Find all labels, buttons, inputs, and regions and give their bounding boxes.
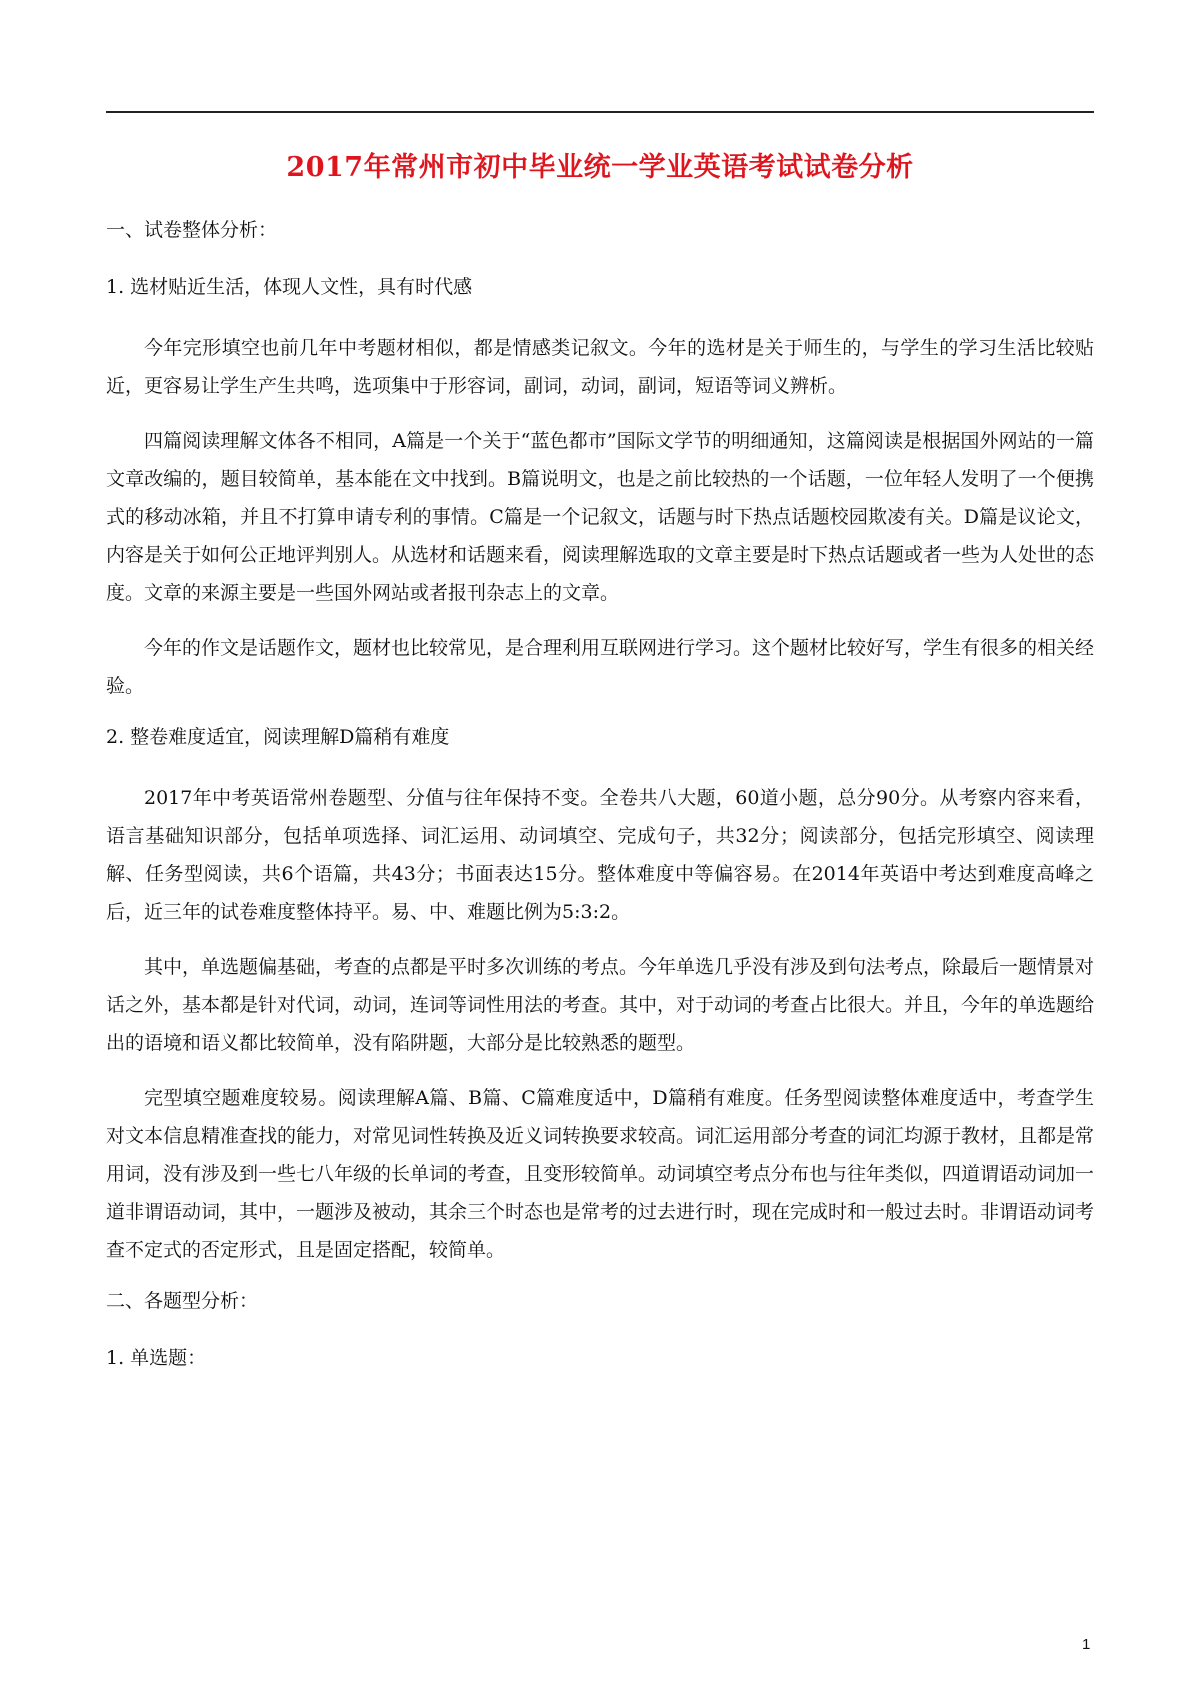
paragraph-structure-analysis: 2017年中考英语常州卷题型、分值与往年保持不变。全卷共八大题，60道小题，总分90分。从考察内容来看，语言基础知识部分，包括单项选择、词汇运用、动词填空、完成句子，共32分；阅读部分，包括完形填空、阅读理解、任务型阅读，共6个语篇，共43分；书面表达15分。整体难度中等偏容易。在2014年英语中考达到难度高峰之后，近三年的试卷难度整体持平。易、中、难题比例为5:3:2。 xyxy=(106,787,1094,923)
header-rule xyxy=(106,111,1094,113)
section-1-heading: 一、试卷整体分析： xyxy=(106,219,278,241)
paragraph-single-choice-analysis: 其中，单选题偏基础，考查的点都是平时多次训练的考点。今年单选几乎没有涉及到句法考点，除最后一题情景对话之外，基本都是针对代词，动词，连词等词性用法的考查。其中，对于动词的考查占比很大。并且，今年的单选题给出的语境和语义都比较简单，没有陷阱题，大部分是比较熟悉的题型。 xyxy=(106,956,1095,1054)
section-2-heading: 二、各题型分析： xyxy=(106,1290,259,1312)
paragraph-difficulty-analysis: 完型填空题难度较易。阅读理解A篇、B篇、C篇难度适中，D篇稍有难度。任务型阅读整体难度适中，考查学生对文本信息精准查找的能力，对常见词性转换及近义词转换要求较高。词汇运用部分考查的词汇均源于教材，且都是常用词，没有涉及到一些七八年级的长单词的考查，且变形较简单。动词填空考点分布也与往年类似，四道谓语动词加一道非谓语动词，其中，一题涉及被动，其余三个时态也是常考的过去进行时，现在完成时和一般过去时。非谓语动词考查不定式的否定形式，且是固定搭配，较简单。 xyxy=(106,1087,1095,1261)
page-number: 1 xyxy=(1082,1636,1091,1653)
document-title: 2017年常州市初中毕业统一学业英语考试试卷分析 xyxy=(286,152,914,183)
section-1-1-heading: 1. 选材贴近生活，体现人文性，具有时代感 xyxy=(106,276,473,298)
document-body xyxy=(106,215,1094,1400)
section-2-1-heading: 1. 单选题： xyxy=(106,1347,207,1369)
paragraph-reading-analysis: 四篇阅读理解文体各不相同，A篇是一个关于“蓝色都市”国际文学节的明细通知，这篇阅读是根据国外网站的一篇文章改编的，题目较简单，基本能在文中找到。B篇说明文，也是之前比较热的一个话题，一位年轻人发明了一个便携式的移动冰箱，并且不打算申请专利的事情。C篇是一个记叙文，话题与时下热点话题校园欺凌有关。D篇是议论文，内容是关于如何公正地评判别人。从选材和话题来看，阅读理解选取的文章主要是时下热点话题或者一些为人处世的态度。文章的来源主要是一些国外网站或者报刊杂志上的文章。 xyxy=(106,430,1095,604)
paragraph-writing-analysis: 今年的作文是话题作文，题材也比较常见，是合理利用互联网进行学习。这个题材比较好写，学生有很多的相关经验。 xyxy=(106,637,1095,697)
paragraph-cloze-analysis: 今年完形填空也前几年中考题材相似，都是情感类记叙文。今年的选材是关于师生的，与学生的学习生活比较贴近，更容易让学生产生共鸣，选项集中于形容词，副词，动词，副词，短语等词义辨析。 xyxy=(106,337,1094,397)
section-1-2-heading: 2. 整卷难度适宜，阅读理解D篇稍有难度 xyxy=(106,726,450,748)
